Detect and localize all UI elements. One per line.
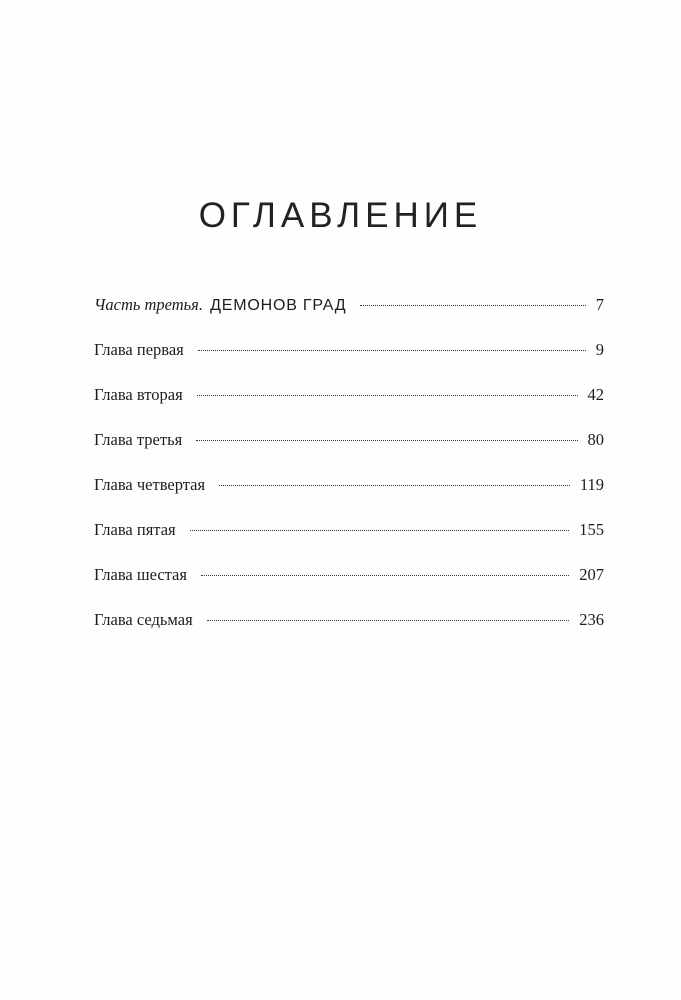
dot-leader <box>190 530 570 531</box>
toc-entry-chapter[interactable] <box>94 327 604 372</box>
toc-entry-chapter[interactable] <box>94 552 604 597</box>
table-of-contents <box>94 282 604 642</box>
toc-entry-part[interactable] <box>94 282 604 327</box>
page-title: ОГЛАВЛЕНИЕ <box>198 196 483 235</box>
toc-entry-label: Глава первая <box>94 340 184 359</box>
part-title: ДЕМОНОВ ГРАД <box>210 297 347 314</box>
toc-entry-label <box>94 282 346 328</box>
toc-entry-chapter[interactable] <box>94 417 604 462</box>
dot-leader <box>201 575 569 576</box>
dot-leader <box>196 440 577 441</box>
toc-page-number: 80 <box>587 430 604 449</box>
toc-entry-label: Глава третья <box>94 430 183 449</box>
toc-entry-label: Глава четвертая <box>94 475 206 494</box>
toc-entry-chapter[interactable] <box>94 372 604 417</box>
toc-entry-label: Глава шестая <box>94 565 187 584</box>
dot-leader <box>360 305 585 306</box>
dot-leader <box>198 350 586 351</box>
toc-page-number: 42 <box>587 385 604 404</box>
toc-entry-label: Глава вторая <box>94 385 183 404</box>
toc-entry-chapter[interactable] <box>94 462 604 507</box>
toc-page-number: 236 <box>579 610 604 629</box>
toc-entry-label: Глава пятая <box>94 520 176 539</box>
toc-page-number: 155 <box>579 520 604 539</box>
toc-page-number: 207 <box>579 565 604 584</box>
dot-leader <box>207 620 570 621</box>
toc-entry-chapter[interactable] <box>94 507 604 552</box>
dot-leader <box>197 395 578 396</box>
toc-page-number: 9 <box>595 340 604 359</box>
toc-page-number: 7 <box>595 295 604 314</box>
dot-leader <box>219 485 570 486</box>
part-label: Часть третья. <box>94 295 203 314</box>
toc-page-number: 119 <box>579 475 604 494</box>
toc-entry-label: Глава седьмая <box>94 610 193 629</box>
toc-entry-chapter[interactable] <box>94 597 604 642</box>
